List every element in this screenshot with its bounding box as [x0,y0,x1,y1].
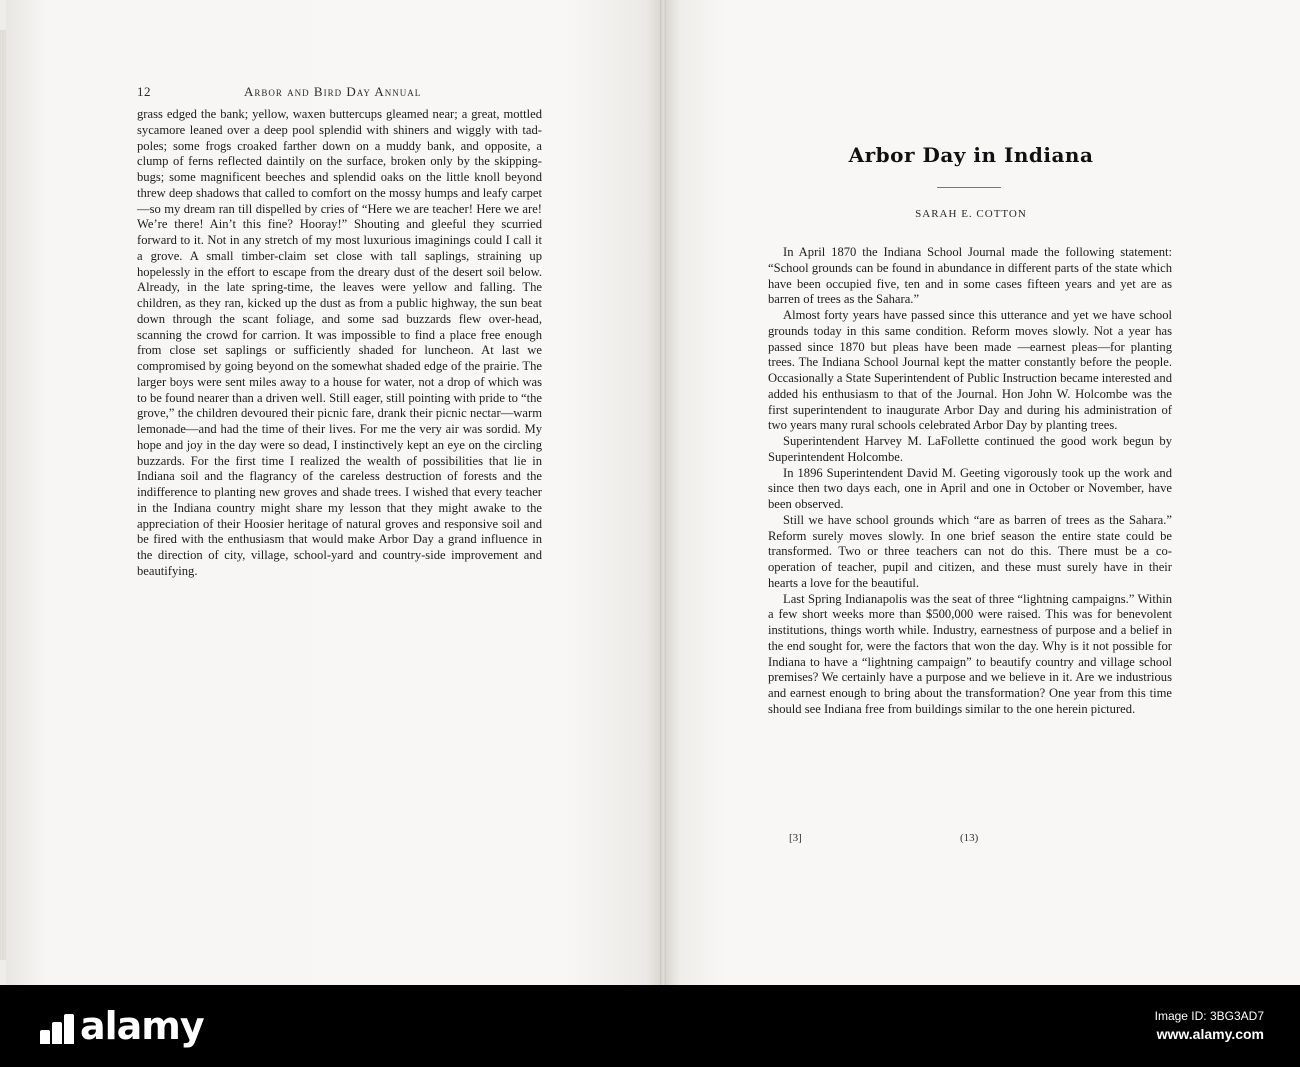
left-page-body [137,107,542,580]
logo-text: alamy [80,1004,204,1048]
author-byline: SARAH E. COTTON [915,208,1027,220]
right-paragraph-2: Almost forty years have passed since this utterance and yet we have school grounds today in this same condition. Reform moves slowly. Not a year has passed since 1870 but pleas have been made —earnest pleas—for planting trees. The Indiana School Journal kept the matter constantly before the people. Occasionally a State Superintendent of Public Instruction became interested and added his enthusiasm to that of the Journal. Hon John W. Holcombe was the first superintendent to inaugurate Arbor Day and during his administration of two years many rural schools celebrated Arbor Day by planting trees. [768,308,1172,433]
right-page-body [768,245,1172,718]
stock-banner [0,985,1300,1067]
footer-signature: [3] [789,832,802,844]
image-id: Image ID: 3BG3AD7 [1154,1009,1264,1023]
right-paragraph-4: In 1896 Superintendent David M. Geeting vigorously took up the work and since then two days each, one in April and one in October or November, have been observed. [768,465,1172,511]
right-paragraph-3: Superintendent Harvey M. LaFollette continued the good work begun by Superintendent Holcombe. [768,434,1172,464]
book-gutter [660,0,666,985]
alamy-logo [40,1004,204,1048]
running-title: Arbor and Bird Day Annual [244,84,422,99]
right-page-number: (13) [960,832,979,844]
title-divider [937,187,1001,188]
article-title: Arbor Day in Indiana [848,143,1094,167]
left-page-number: 12 [137,84,151,99]
left-paragraph: grass edged the bank; yellow, waxen buttercups gleamed near; a great, mottled sycamore leaned over a deep pool splendid with shiners and wiggly with tad-poles; some frogs croaked farther down on a muddy bank, and opposite, a clump of ferns reflected daintily on the surface, broken only by the skipping-bugs; some magnificent beeches and splendid oaks on the little knoll beyond threw deep shadows that called to comfort on the mossy humps and leafy carpet —so my dream ran till dispelled by cries of “Here we are teacher! Here we are! We’re there! Ain’t this fine? Hooray!” Shouting and gleeful they scurried forward to it. Not in any stretch of my most luxurious imaginings could I call it a grove. A small timber-claim set close with tall saplings, straining up hopelessly in the effort to escape from the dreary dust of the desert soil below. Already, in the late spring-time, the leaves were yellow and falling. The children, as they ran, kicked up the dust as from a public highway, the sun beat down through the scant foliage, and some sad buzzards flew over-head, scanning the crowd for carrion. It was impossible to find a place free enough from close set saplings or sufficiently shaded for luncheon. At last we compromised by going beyond on the somewhat shaded edge of the prairie. The larger boys were sent miles away to a house for water, not a drop of which was to be found nearer than a driven well. Still eager, still pointing with pride to “the grove,” the children devoured their picnic fare, drank their picnic nectar—warm lemonade—and had the time of their lives. For me the very air was sordid. My hope and joy in the day were so dead, I instinctively kept an eye on the circling buzzards. For the first time I realized the wealth of possibilities that lie in Indiana soil and the flagrancy of the careless destruction of forests and the indifference to planting new groves and shade trees. I wished that every teacher in the Indiana country might share my lesson that they might awake to the appreciation of their Hoosier heritage of natural groves and responsive soil and be fired with the enthusiasm that would make Arbor Day a grand influence in the direction of city, village, school-yard and country-side improvement and beautifying. [137,107,542,578]
banner-meta [1155,1007,1264,1043]
right-paragraph-1: In April 1870 the Indiana School Journal made the following statement: “School grounds can be found in abundance in different parts of the state which have been occupied five, ten and in some cases fifteen years and yet are as barren of trees as the Sahara.” [768,245,1172,307]
site-url[interactable]: www.alamy.com [1156,1026,1264,1042]
alamy-logo-icon [40,1014,74,1044]
right-paragraph-6: Last Spring Indianapolis was the seat of three “lightning campaigns.” Within a few short weeks more than $500,000 were raised. This was for benevolent institutions, things worth while. Industry, earnestness of purpose and a belief in the end sought for, were the factors that won the day. Why is it not possible for Indiana to have a “lightning campaign” to beautify country and village school premises? We certainly have a purpose and we believe in it. Are we industrious and earnest enough to bring about the transformation? One year from this time should see Indiana free from buildings similar to the one herein pictured. [768,591,1172,716]
right-paragraph-5: Still we have school grounds which “are as barren of trees as the Sahara.” Reform surely moves slowly. In one brief season the entire state could be transformed. Two or three teachers can not do this. There must be a co-operation of teacher, pupil and citizen, and these must surely have in their hearts a love for the beautiful. [768,512,1172,590]
